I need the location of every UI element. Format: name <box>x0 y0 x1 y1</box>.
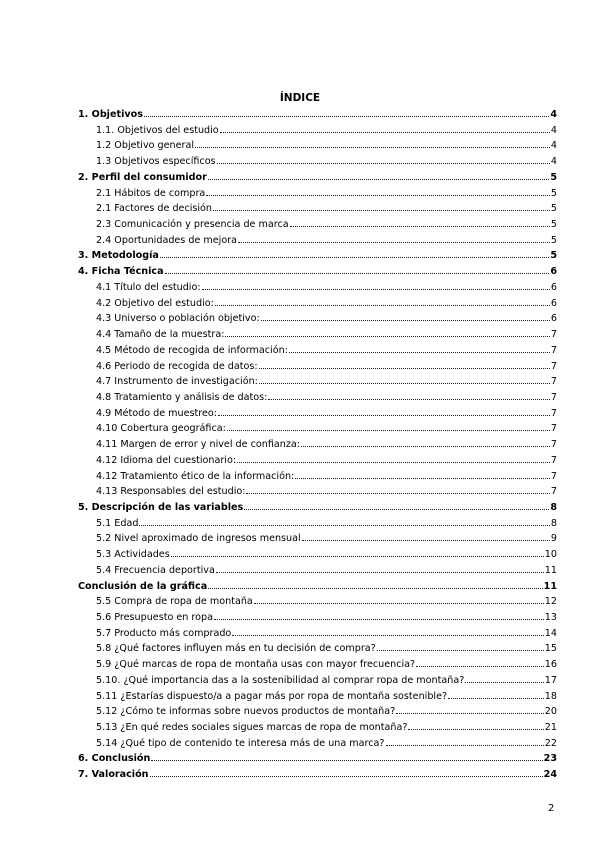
toc-entry-page: 7 <box>550 344 557 356</box>
toc-entry-label: 5.4 Frecuencia deportiva <box>96 564 215 576</box>
toc-entry-page: 6 <box>550 266 557 278</box>
toc-subsection-entry[interactable] <box>78 643 557 659</box>
toc-entry-page: 16 <box>544 659 557 671</box>
dot-leader <box>139 525 549 526</box>
toc-section-entry[interactable] <box>78 753 557 769</box>
toc-section-entry[interactable] <box>78 109 557 125</box>
toc-entry-label: 4.4 Tamaño de la muestra: <box>96 329 225 341</box>
dot-leader <box>416 666 544 667</box>
dot-leader <box>268 399 550 400</box>
toc-entry-label: 4.12 Idioma del cuestionario: <box>96 454 237 466</box>
toc-entry-label: 5.11 ¿Estarías dispuesto/a a pagar más por ropa de montaña sostenible? <box>96 690 448 702</box>
toc-entry-page: 14 <box>544 627 557 639</box>
toc-entry-label: 4.7 Instrumento de investigación: <box>96 376 258 388</box>
toc-entry-label: 1.1. Objetivos del estudio <box>96 124 219 136</box>
dot-leader <box>225 336 549 337</box>
dot-leader <box>218 415 550 416</box>
toc-subsection-entry[interactable] <box>78 706 557 722</box>
toc-entry-label: 2.1 Factores de decisión <box>96 203 213 215</box>
toc-entry-label: 5.13 ¿En qué redes sociales sigues marcas de ropa de montaña? <box>96 722 408 734</box>
toc-entry-page: 8 <box>550 501 557 513</box>
dot-leader <box>244 509 549 510</box>
toc-entry-page: 7 <box>550 486 557 498</box>
toc-entry-page: 5 <box>550 187 557 199</box>
toc-subsection-entry[interactable] <box>78 219 557 235</box>
toc-entry-page: 4 <box>550 124 557 136</box>
toc-entry-label: 5. Descripción de las variables <box>78 501 244 513</box>
toc-entry-page: 7 <box>550 329 557 341</box>
dot-leader <box>396 713 544 714</box>
dot-leader <box>215 305 550 306</box>
toc-entry-page: 7 <box>550 360 557 372</box>
toc-entry-label: 5.12 ¿Cómo te informas sobre nuevos productos de montaña? <box>96 706 396 718</box>
toc-entry-page: 5 <box>550 234 557 246</box>
toc-entry-label: 3. Metodología <box>78 250 159 262</box>
toc-entry-page: 18 <box>544 690 557 702</box>
toc-subsection-entry[interactable] <box>78 423 557 439</box>
toc-entry-label: 5.14 ¿Qué tipo de contenido te interesa más de una marca? <box>96 737 385 749</box>
toc-entry-page: 7 <box>550 454 557 466</box>
toc-subsection-entry[interactable] <box>78 361 557 377</box>
dot-leader <box>290 226 550 227</box>
toc-entry-label: 5.8 ¿Qué factores influyen más en tu decisión de compra? <box>96 643 376 655</box>
toc-entry-page: 6 <box>550 313 557 325</box>
toc-entry-page: 17 <box>544 674 557 686</box>
toc-section-entry[interactable] <box>78 266 557 282</box>
dot-leader <box>301 446 550 447</box>
dot-leader <box>208 588 542 589</box>
toc-entry-page: 23 <box>543 753 557 765</box>
toc-entry-page: 5 <box>550 250 557 262</box>
toc-entry-page: 12 <box>544 596 557 608</box>
toc-entry-label: 4.6 Periodo de recogida de datos: <box>96 360 258 372</box>
toc-entry-page: 6 <box>550 297 557 309</box>
toc-subsection-entry[interactable] <box>78 471 557 487</box>
page-title: ÍNDICE <box>279 92 321 104</box>
toc-entry-page: 15 <box>544 643 557 655</box>
toc-subsection-entry[interactable] <box>78 439 557 455</box>
toc-subsection-entry[interactable] <box>78 533 557 549</box>
toc-entry-label: Conclusión de la gráfica <box>78 580 208 592</box>
toc-entry-page: 7 <box>550 376 557 388</box>
toc-subsection-entry[interactable] <box>78 313 557 329</box>
toc-entry-label: 4.10 Cobertura geográfica: <box>96 423 226 435</box>
toc-entry-page: 5 <box>550 203 557 215</box>
toc-entry-label: 5.9 ¿Qué marcas de ropa de montaña usas con mayor frecuencia? <box>96 659 416 671</box>
dot-leader <box>214 619 544 620</box>
toc-entry-label: 7. Valoración <box>78 769 149 781</box>
toc-subsection-entry[interactable] <box>78 345 557 361</box>
toc-entry-label: 6. Conclusión <box>78 753 151 765</box>
toc-entry-label: 4.1 Título del estudio: <box>96 281 201 293</box>
toc-entry-page: 9 <box>550 533 557 545</box>
toc-section-entry[interactable] <box>78 769 557 785</box>
toc-entry-label: 4.8 Tratamiento y análisis de datos: <box>96 391 268 403</box>
toc-subsection-entry[interactable] <box>78 628 557 644</box>
toc-entry-page: 7 <box>550 470 557 482</box>
toc-subsection-entry[interactable] <box>78 329 557 345</box>
dot-leader <box>232 635 543 636</box>
toc-entry-page: 5 <box>550 219 557 231</box>
dot-leader <box>246 493 549 494</box>
toc-subsection-entry[interactable] <box>78 298 557 314</box>
toc-subsection-entry[interactable] <box>78 125 557 141</box>
toc-subsection-entry[interactable] <box>78 565 557 581</box>
toc-subsection-entry[interactable] <box>78 235 557 251</box>
toc-entry-label: 4.9 Método de muestreo: <box>96 407 217 419</box>
toc-entry-label: 5.10. ¿Qué importancia das a la sostenibilidad al comprar ropa de montaña? <box>96 674 465 686</box>
toc-subsection-entry[interactable] <box>78 691 557 707</box>
toc-entry-label: 4.12 Tratamiento ético de la información: <box>96 470 295 482</box>
toc-subsection-entry[interactable] <box>78 376 557 392</box>
toc-entry-label: 5.2 Nivel aproximado de ingresos mensual <box>96 533 301 545</box>
toc-subsection-entry[interactable] <box>78 392 557 408</box>
toc-entry-page: 7 <box>550 423 557 435</box>
toc-entry-label: 5.1 Edad <box>96 517 139 529</box>
dot-leader <box>195 147 550 148</box>
table-of-contents <box>78 109 557 785</box>
toc-subsection-entry[interactable] <box>78 282 557 298</box>
toc-entry-page: 21 <box>544 722 557 734</box>
dot-leader <box>261 320 550 321</box>
toc-entry-label: 2.3 Comunicación y presencia de marca <box>96 219 289 231</box>
toc-entry-page: 11 <box>543 580 557 592</box>
dot-leader <box>377 650 544 651</box>
toc-entry-label: 4.2 Objetivo del estudio: <box>96 297 214 309</box>
dot-leader <box>202 289 550 290</box>
toc-entry-label: 2. Perfil del consumidor <box>78 171 207 183</box>
dot-leader <box>227 430 550 431</box>
dot-leader <box>448 698 544 699</box>
dot-leader <box>171 556 544 557</box>
toc-entry-label: 2.4 Oportunidades de mejora <box>96 234 238 246</box>
toc-subsection-entry[interactable] <box>78 455 557 471</box>
toc-subsection-entry[interactable] <box>78 549 557 565</box>
toc-subsection-entry[interactable] <box>78 486 557 502</box>
dot-leader <box>150 776 543 777</box>
toc-entry-page: 7 <box>550 407 557 419</box>
toc-entry-label: 5.6 Presupuesto en ropa <box>96 612 213 623</box>
toc-entry-page: 22 <box>544 737 557 749</box>
toc-entry-page: 7 <box>550 391 557 403</box>
toc-section-entry[interactable] <box>78 581 557 597</box>
toc-entry-label: 1.3 Objetivos específicos <box>96 156 216 168</box>
toc-entry-label: 4.13 Responsables del estudio: <box>96 486 246 498</box>
toc-entry-page: 11 <box>544 564 557 576</box>
dot-leader <box>220 132 550 133</box>
dot-leader <box>144 116 549 117</box>
toc-subsection-entry[interactable] <box>78 722 557 738</box>
dot-leader <box>289 352 550 353</box>
toc-entry-page: 4 <box>550 156 557 168</box>
dot-leader <box>160 257 549 258</box>
toc-subsection-entry[interactable] <box>78 188 557 204</box>
toc-entry-label: 5.3 Actividades <box>96 549 170 561</box>
toc-entry-page: 6 <box>550 281 557 293</box>
toc-entry-page: 4 <box>550 140 557 152</box>
page-number: 2 <box>548 803 555 814</box>
toc-entry-page: 10 <box>544 549 557 561</box>
dot-leader <box>408 729 543 730</box>
toc-entry-page: 5 <box>550 171 557 183</box>
dot-leader <box>295 478 550 479</box>
toc-entry-page: 24 <box>543 769 557 781</box>
toc-subsection-entry[interactable] <box>78 596 557 612</box>
toc-entry-label: 5.5 Compra de ropa de montaña <box>96 596 253 608</box>
toc-entry-label: 1.2 Objetivo general <box>96 140 195 152</box>
dot-leader <box>206 195 550 196</box>
toc-subsection-entry[interactable] <box>78 408 557 424</box>
toc-entry-label: 1. Objetivos <box>78 109 143 120</box>
dot-leader <box>217 163 550 164</box>
toc-subsection-entry[interactable] <box>78 612 557 628</box>
dot-leader <box>165 273 550 274</box>
toc-subsection-entry[interactable] <box>78 140 557 156</box>
toc-subsection-entry[interactable] <box>78 156 557 172</box>
toc-entry-page: 20 <box>544 706 557 718</box>
toc-section-entry[interactable] <box>78 172 557 188</box>
toc-entry-page: 4 <box>550 109 557 120</box>
toc-subsection-entry[interactable] <box>78 738 557 754</box>
toc-section-entry[interactable] <box>78 502 557 518</box>
toc-subsection-entry[interactable] <box>78 203 557 219</box>
dot-leader <box>259 368 550 369</box>
dot-leader <box>208 179 550 180</box>
toc-entry-label: 4.11 Margen de error y nivel de confianza: <box>96 439 300 451</box>
toc-subsection-entry[interactable] <box>78 675 557 691</box>
toc-subsection-entry[interactable] <box>78 659 557 675</box>
dot-leader <box>151 760 542 761</box>
dot-leader <box>386 745 544 746</box>
toc-section-entry[interactable] <box>78 250 557 266</box>
dot-leader <box>254 603 544 604</box>
dot-leader <box>213 210 550 211</box>
toc-entry-page: 7 <box>550 439 557 451</box>
toc-entry-label: 4. Ficha Técnica <box>78 266 164 278</box>
toc-entry-label: 4.3 Universo o población objetivo: <box>96 313 260 325</box>
toc-entry-page: 13 <box>544 612 557 623</box>
dot-leader <box>238 242 550 243</box>
toc-subsection-entry[interactable] <box>78 518 557 534</box>
dot-leader <box>259 383 550 384</box>
toc-entry-page: 8 <box>550 517 557 529</box>
toc-entry-label: 2.1 Hábitos de compra <box>96 187 206 199</box>
toc-entry-label: 5.7 Producto más comprado <box>96 627 232 639</box>
dot-leader <box>465 682 543 683</box>
dot-leader <box>216 572 544 573</box>
toc-entry-label: 4.5 Método de recogida de información: <box>96 344 288 356</box>
dot-leader <box>302 540 550 541</box>
dot-leader <box>237 462 550 463</box>
